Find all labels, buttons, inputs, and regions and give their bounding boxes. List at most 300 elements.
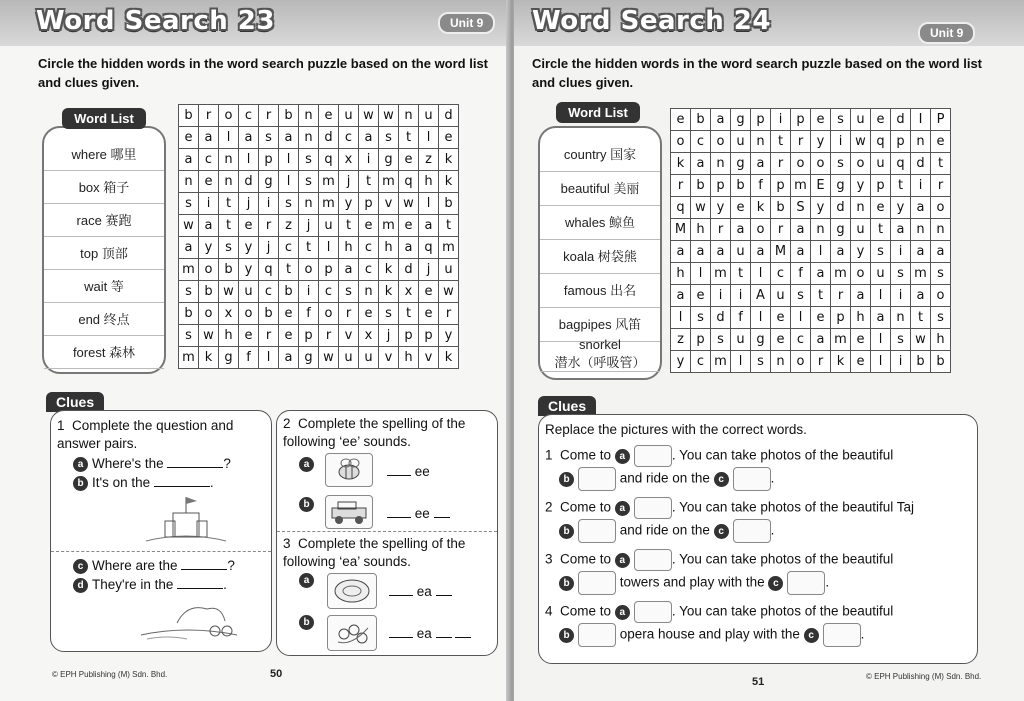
grid-cell[interactable]: I [911,109,931,131]
grid-cell[interactable]: s [931,307,951,329]
grid-cell[interactable]: p [831,307,851,329]
grid-cell[interactable]: m [179,259,199,281]
grid-cell[interactable]: o [931,197,951,219]
grid-cell[interactable]: g [299,347,319,369]
grid-cell[interactable]: r [771,219,791,241]
grid-cell[interactable]: p [891,131,911,153]
grid-cell[interactable]: l [871,285,891,307]
grid-cell[interactable]: w [199,325,219,347]
grid-cell[interactable]: p [751,109,771,131]
right-word-search-grid[interactable] [670,108,951,373]
grid-cell[interactable]: h [931,329,951,351]
grid-cell[interactable]: s [179,281,199,303]
grid-cell[interactable]: e [279,325,299,347]
grid-cell[interactable]: x [219,303,239,325]
grid-cell[interactable]: a [279,347,299,369]
grid-cell[interactable]: r [339,303,359,325]
grid-cell[interactable]: b [179,303,199,325]
grid-cell[interactable]: y [439,325,459,347]
grid-cell[interactable]: p [711,175,731,197]
grid-cell[interactable]: e [851,351,871,373]
grid-cell[interactable]: o [199,259,219,281]
grid-cell[interactable]: o [319,303,339,325]
grid-cell[interactable]: c [259,281,279,303]
grid-cell[interactable]: d [399,259,419,281]
grid-cell[interactable]: a [339,259,359,281]
grid-cell[interactable]: d [239,171,259,193]
grid-cell[interactable]: d [319,127,339,149]
grid-cell[interactable]: k [439,149,459,171]
grid-cell[interactable]: t [439,215,459,237]
grid-cell[interactable]: s [831,109,851,131]
grid-cell[interactable]: n [299,127,319,149]
grid-cell[interactable]: P [931,109,951,131]
grid-cell[interactable]: l [791,307,811,329]
grid-cell[interactable]: e [931,131,951,153]
grid-cell[interactable]: c [359,259,379,281]
grid-cell[interactable]: i [731,285,751,307]
flag-picture[interactable] [634,445,672,467]
grid-cell[interactable]: m [911,263,931,285]
grid-cell[interactable]: a [671,285,691,307]
grid-cell[interactable]: w [399,193,419,215]
grid-cell[interactable]: A [751,285,771,307]
grid-cell[interactable]: r [439,303,459,325]
grid-cell[interactable]: u [359,347,379,369]
grid-cell[interactable]: e [359,215,379,237]
grid-cell[interactable]: a [691,241,711,263]
grid-cell[interactable]: o [299,259,319,281]
grid-cell[interactable]: e [811,307,831,329]
grid-cell[interactable]: a [891,219,911,241]
grid-cell[interactable]: n [179,171,199,193]
grid-cell[interactable]: b [771,197,791,219]
grid-cell[interactable]: a [791,219,811,241]
grid-cell[interactable]: c [691,351,711,373]
grid-cell[interactable]: i [891,285,911,307]
grid-cell[interactable]: g [731,109,751,131]
grid-cell[interactable]: w [359,105,379,127]
grid-cell[interactable]: a [179,149,199,171]
grid-cell[interactable]: l [751,263,771,285]
grid-cell[interactable]: n [851,197,871,219]
clue1-d-blank[interactable] [177,588,223,589]
grid-cell[interactable]: l [871,329,891,351]
grid-cell[interactable]: l [691,263,711,285]
grid-cell[interactable]: l [219,127,239,149]
grid-cell[interactable]: o [239,303,259,325]
grid-cell[interactable]: e [871,109,891,131]
clue1-c-blank[interactable] [181,569,227,570]
grid-cell[interactable]: f [299,303,319,325]
grid-cell[interactable]: l [419,127,439,149]
grid-cell[interactable]: y [811,197,831,219]
grid-cell[interactable]: y [851,175,871,197]
grid-cell[interactable]: n [911,131,931,153]
grid-cell[interactable]: a [911,241,931,263]
grid-cell[interactable]: a [871,307,891,329]
grid-cell[interactable]: y [671,351,691,373]
grid-cell[interactable]: w [179,215,199,237]
grid-cell[interactable]: m [831,263,851,285]
grid-cell[interactable]: e [439,127,459,149]
grid-cell[interactable]: r [791,131,811,153]
grid-cell[interactable]: t [399,303,419,325]
grid-cell[interactable]: v [419,347,439,369]
grid-cell[interactable]: r [259,325,279,347]
grid-cell[interactable]: c [791,329,811,351]
grid-cell[interactable]: s [711,329,731,351]
grid-cell[interactable]: e [239,325,259,347]
grid-cell[interactable]: e [771,307,791,329]
grid-cell[interactable]: g [379,149,399,171]
grid-cell[interactable]: E [811,175,831,197]
grid-cell[interactable]: q [671,197,691,219]
grid-cell[interactable]: e [359,303,379,325]
grid-cell[interactable]: r [711,219,731,241]
grid-cell[interactable]: r [671,175,691,197]
grid-cell[interactable]: j [239,193,259,215]
grid-cell[interactable]: z [279,215,299,237]
grid-cell[interactable]: v [379,347,399,369]
grid-cell[interactable]: u [771,285,791,307]
grid-cell[interactable]: a [731,219,751,241]
grid-cell[interactable]: b [279,105,299,127]
grid-cell[interactable]: k [671,153,691,175]
landmark-picture[interactable] [578,519,616,543]
grid-cell[interactable]: s [691,307,711,329]
grid-cell[interactable]: g [831,175,851,197]
grid-cell[interactable]: j [419,259,439,281]
grid-cell[interactable]: r [831,285,851,307]
grid-cell[interactable]: o [791,153,811,175]
grid-cell[interactable]: r [931,175,951,197]
grid-cell[interactable]: a [199,215,219,237]
grid-cell[interactable]: n [811,219,831,241]
grid-cell[interactable]: p [319,259,339,281]
grid-cell[interactable]: s [891,263,911,285]
grid-cell[interactable]: h [379,237,399,259]
grid-cell[interactable]: w [911,329,931,351]
grid-cell[interactable]: r [811,351,831,373]
flag-picture[interactable] [634,497,672,519]
grid-cell[interactable]: i [359,149,379,171]
grid-cell[interactable]: c [239,105,259,127]
grid-cell[interactable]: t [891,175,911,197]
grid-cell[interactable]: u [871,263,891,285]
grid-cell[interactable]: b [691,175,711,197]
grid-cell[interactable]: y [339,193,359,215]
grid-cell[interactable]: p [259,149,279,171]
grid-cell[interactable]: o [791,351,811,373]
landmark-picture[interactable] [578,571,616,595]
grid-cell[interactable]: e [419,281,439,303]
animal-picture[interactable] [733,467,771,491]
grid-cell[interactable]: s [831,153,851,175]
grid-cell[interactable]: a [751,241,771,263]
grid-cell[interactable]: t [219,215,239,237]
grid-cell[interactable]: u [731,329,751,351]
grid-cell[interactable]: u [871,153,891,175]
grid-cell[interactable]: b [731,175,751,197]
grid-cell[interactable]: b [199,281,219,303]
grid-cell[interactable]: f [791,263,811,285]
grid-cell[interactable]: b [439,193,459,215]
grid-cell[interactable]: k [831,351,851,373]
grid-cell[interactable]: c [339,127,359,149]
grid-cell[interactable]: r [771,153,791,175]
grid-cell[interactable]: s [299,171,319,193]
grid-cell[interactable]: a [851,285,871,307]
grid-cell[interactable]: t [931,153,951,175]
grid-cell[interactable]: p [771,175,791,197]
grid-cell[interactable]: s [791,285,811,307]
grid-cell[interactable]: h [851,307,871,329]
grid-cell[interactable]: a [399,237,419,259]
grid-cell[interactable]: t [219,193,239,215]
grid-cell[interactable]: k [379,281,399,303]
grid-cell[interactable]: s [259,127,279,149]
grid-cell[interactable]: o [851,263,871,285]
grid-cell[interactable]: a [791,241,811,263]
grid-cell[interactable]: a [239,127,259,149]
grid-cell[interactable]: f [239,347,259,369]
grid-cell[interactable]: i [299,281,319,303]
grid-cell[interactable]: e [419,303,439,325]
grid-cell[interactable]: l [871,351,891,373]
grid-cell[interactable]: s [179,325,199,347]
grid-cell[interactable]: y [811,131,831,153]
grid-cell[interactable]: i [711,285,731,307]
grid-cell[interactable]: m [711,263,731,285]
grid-cell[interactable]: e [279,303,299,325]
grid-cell[interactable]: s [299,149,319,171]
grid-cell[interactable]: a [711,109,731,131]
grid-cell[interactable]: l [239,149,259,171]
animal-picture[interactable] [787,571,825,595]
grid-cell[interactable]: S [791,197,811,219]
grid-cell[interactable]: e [811,109,831,131]
grid-cell[interactable]: d [439,105,459,127]
left-word-search-grid[interactable] [178,104,459,369]
grid-cell[interactable]: u [439,259,459,281]
grid-cell[interactable]: n [359,281,379,303]
clue3-b-answer[interactable] [389,625,471,643]
grid-cell[interactable]: a [179,237,199,259]
grid-cell[interactable]: m [831,329,851,351]
grid-cell[interactable]: s [179,193,199,215]
grid-cell[interactable]: q [891,153,911,175]
grid-cell[interactable]: q [419,237,439,259]
grid-cell[interactable]: w [379,105,399,127]
grid-cell[interactable]: o [851,153,871,175]
grid-cell[interactable]: t [399,127,419,149]
grid-cell[interactable]: o [711,131,731,153]
grid-cell[interactable]: w [851,131,871,153]
grid-cell[interactable]: t [871,219,891,241]
grid-cell[interactable]: b [259,303,279,325]
grid-cell[interactable]: h [219,325,239,347]
grid-cell[interactable]: n [771,351,791,373]
grid-cell[interactable]: m [379,215,399,237]
grid-cell[interactable]: n [299,105,319,127]
grid-cell[interactable]: n [891,307,911,329]
grid-cell[interactable]: h [399,347,419,369]
grid-cell[interactable]: m [791,175,811,197]
grid-cell[interactable]: w [439,281,459,303]
grid-cell[interactable]: y [199,237,219,259]
grid-cell[interactable]: i [259,193,279,215]
grid-cell[interactable]: k [439,347,459,369]
grid-cell[interactable]: g [831,219,851,241]
grid-cell[interactable]: k [751,197,771,219]
grid-cell[interactable]: m [711,351,731,373]
grid-cell[interactable]: p [359,193,379,215]
grid-cell[interactable]: x [359,325,379,347]
grid-cell[interactable]: d [891,109,911,131]
grid-cell[interactable]: p [299,325,319,347]
grid-cell[interactable]: m [319,193,339,215]
grid-cell[interactable]: l [319,237,339,259]
grid-cell[interactable]: b [691,109,711,131]
grid-cell[interactable]: h [691,219,711,241]
grid-cell[interactable]: M [771,241,791,263]
grid-cell[interactable]: M [671,219,691,241]
grid-cell[interactable]: g [751,329,771,351]
grid-cell[interactable]: e [691,285,711,307]
grid-cell[interactable]: e [239,215,259,237]
animal-picture[interactable] [823,623,861,647]
grid-cell[interactable]: d [831,197,851,219]
grid-cell[interactable]: q [319,149,339,171]
grid-cell[interactable]: o [219,105,239,127]
grid-cell[interactable]: n [399,105,419,127]
grid-cell[interactable]: e [199,171,219,193]
grid-cell[interactable]: c [319,281,339,303]
grid-cell[interactable]: x [399,281,419,303]
grid-cell[interactable]: e [771,329,791,351]
grid-cell[interactable]: n [711,153,731,175]
grid-cell[interactable]: e [399,149,419,171]
grid-cell[interactable]: f [751,175,771,197]
grid-cell[interactable]: s [379,127,399,149]
animal-picture[interactable] [733,519,771,543]
grid-cell[interactable]: h [339,237,359,259]
grid-cell[interactable]: l [811,241,831,263]
clue3-a-answer[interactable] [389,583,452,601]
grid-cell[interactable]: a [419,215,439,237]
grid-cell[interactable]: z [419,149,439,171]
grid-cell[interactable]: j [339,171,359,193]
grid-cell[interactable]: g [219,347,239,369]
grid-cell[interactable]: j [379,325,399,347]
grid-cell[interactable]: a [811,329,831,351]
grid-cell[interactable]: w [219,281,239,303]
grid-cell[interactable]: k [379,259,399,281]
grid-cell[interactable]: r [259,105,279,127]
grid-cell[interactable]: l [279,171,299,193]
grid-cell[interactable]: u [731,241,751,263]
grid-cell[interactable]: u [851,109,871,131]
grid-cell[interactable]: y [851,241,871,263]
grid-cell[interactable]: t [731,263,751,285]
grid-cell[interactable]: e [319,105,339,127]
clue2-b-answer[interactable] [387,505,450,523]
grid-cell[interactable]: l [671,307,691,329]
grid-cell[interactable]: k [199,347,219,369]
grid-cell[interactable]: l [279,149,299,171]
grid-cell[interactable]: b [179,105,199,127]
grid-cell[interactable]: b [911,351,931,373]
grid-cell[interactable]: r [199,105,219,127]
grid-cell[interactable]: l [751,307,771,329]
clue1-b-blank[interactable] [154,486,210,487]
grid-cell[interactable]: n [931,219,951,241]
grid-cell[interactable]: c [199,149,219,171]
landmark-picture[interactable] [578,467,616,491]
grid-cell[interactable]: c [691,131,711,153]
grid-cell[interactable]: c [279,237,299,259]
grid-cell[interactable]: l [731,351,751,373]
grid-cell[interactable]: t [771,131,791,153]
grid-cell[interactable]: e [731,197,751,219]
grid-cell[interactable]: t [339,215,359,237]
grid-cell[interactable]: i [199,193,219,215]
grid-cell[interactable]: c [359,237,379,259]
grid-cell[interactable]: h [419,171,439,193]
flag-picture[interactable] [634,601,672,623]
grid-cell[interactable]: q [871,131,891,153]
grid-cell[interactable]: a [711,241,731,263]
grid-cell[interactable]: d [711,307,731,329]
grid-cell[interactable]: s [219,237,239,259]
grid-cell[interactable]: u [851,219,871,241]
grid-cell[interactable]: e [399,215,419,237]
grid-cell[interactable]: s [871,241,891,263]
grid-cell[interactable]: p [791,109,811,131]
grid-cell[interactable]: d [911,153,931,175]
grid-cell[interactable]: u [239,281,259,303]
grid-cell[interactable]: x [339,149,359,171]
grid-cell[interactable]: t [279,259,299,281]
grid-cell[interactable]: i [891,241,911,263]
grid-cell[interactable]: o [811,153,831,175]
grid-cell[interactable]: e [179,127,199,149]
grid-cell[interactable]: a [199,127,219,149]
grid-cell[interactable]: j [299,215,319,237]
grid-cell[interactable]: y [239,259,259,281]
grid-cell[interactable]: s [891,329,911,351]
grid-cell[interactable]: i [911,175,931,197]
grid-cell[interactable]: g [731,153,751,175]
grid-cell[interactable]: y [891,197,911,219]
grid-cell[interactable]: t [359,171,379,193]
grid-cell[interactable]: u [419,105,439,127]
grid-cell[interactable]: i [891,351,911,373]
grid-cell[interactable]: p [419,325,439,347]
grid-cell[interactable]: v [339,325,359,347]
grid-cell[interactable]: u [731,131,751,153]
grid-cell[interactable]: s [751,351,771,373]
grid-cell[interactable]: n [219,171,239,193]
grid-cell[interactable]: e [871,197,891,219]
grid-cell[interactable]: o [671,131,691,153]
grid-cell[interactable]: e [671,109,691,131]
grid-cell[interactable]: m [379,171,399,193]
grid-cell[interactable]: a [751,153,771,175]
grid-cell[interactable]: j [259,237,279,259]
grid-cell[interactable]: m [319,171,339,193]
